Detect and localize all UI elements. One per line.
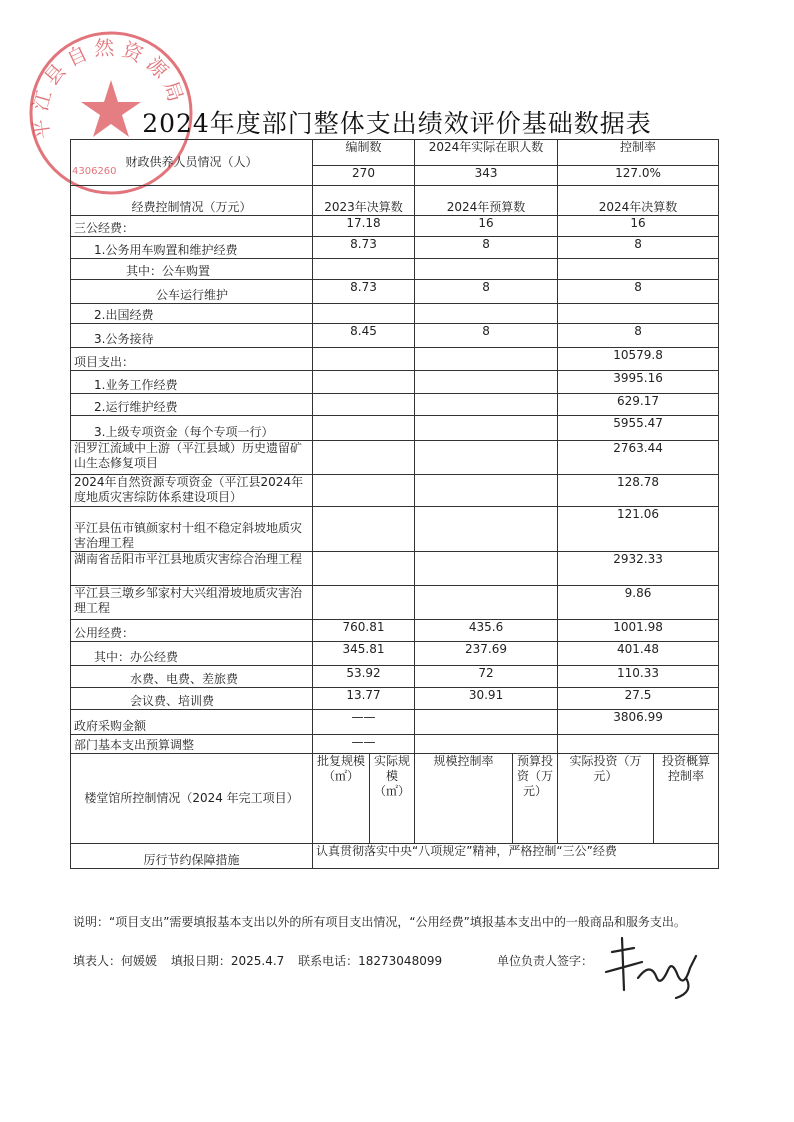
funding-row-v1: 17.18 bbox=[313, 216, 415, 237]
funding-label: 经费控制情况（万元） bbox=[71, 186, 313, 216]
notes: 说明：“项目支出”需要填报基本支出以外的所有项目支出情况，“公用经费”填报基本支出中的一般商品和服务支出。 bbox=[73, 915, 686, 929]
funding-row-v2: 8 bbox=[415, 237, 558, 259]
staff-header: 编制数 bbox=[313, 140, 415, 166]
funding-row bbox=[71, 348, 719, 371]
staff-header: 2024年实际在职人数 bbox=[415, 140, 558, 166]
funding-row-label: 1.业务工作经费 bbox=[71, 371, 313, 394]
funding-row-v2 bbox=[415, 441, 558, 475]
funding-row-v1 bbox=[313, 371, 415, 394]
thrift-value: 认真贯彻落实中央“八项规定”精神，严格控制“三公”经费 bbox=[313, 844, 719, 869]
funding-row bbox=[71, 507, 719, 552]
funding-row-v3: 2932.33 bbox=[558, 552, 719, 586]
filler-name: 填表人：何媛媛 bbox=[73, 954, 158, 968]
svg-text:平江县自然资源局: 平江县自然资源局 bbox=[27, 35, 191, 141]
funding-row bbox=[71, 552, 719, 586]
funding-row-v1 bbox=[313, 475, 415, 507]
funding-row-v3: 2763.44 bbox=[558, 441, 719, 475]
funding-row-v2 bbox=[415, 371, 558, 394]
funding-row-v3: 8 bbox=[558, 280, 719, 304]
funding-row-v2 bbox=[415, 507, 558, 552]
funding-row bbox=[71, 216, 719, 237]
funding-row-label: 1.公务用车购置和维护经费 bbox=[71, 237, 313, 259]
staff-value: 343 bbox=[415, 166, 558, 186]
building-header: 实际投资（万元） bbox=[558, 754, 654, 844]
funding-row-v1: 13.77 bbox=[313, 688, 415, 710]
funding-row-v3: 8 bbox=[558, 324, 719, 348]
funding-row bbox=[71, 416, 719, 441]
building-header: 实际规模（㎡） bbox=[370, 754, 415, 844]
building-header: 投资概算控制率 bbox=[654, 754, 719, 844]
funding-row bbox=[71, 586, 719, 620]
funding-row-v2 bbox=[415, 475, 558, 507]
funding-row-v1: 8.73 bbox=[313, 280, 415, 304]
funding-row-label: 其中：公车购置 bbox=[71, 259, 313, 280]
funding-row bbox=[71, 237, 719, 259]
funding-row-v1: 345.81 bbox=[313, 642, 415, 666]
funding-row-v1: —— bbox=[313, 735, 415, 754]
funding-row-label: 项目支出： bbox=[71, 348, 313, 371]
funding-row-label: 水费、电费、差旅费 bbox=[71, 666, 313, 688]
funding-row-label: 部门基本支出预算调整 bbox=[71, 735, 313, 754]
funding-row-v2: 72 bbox=[415, 666, 558, 688]
building-header: 批复规模（㎡） bbox=[313, 754, 370, 844]
svg-text:4306260: 4306260 bbox=[72, 166, 117, 177]
signer-label: 单位负责人签字： bbox=[497, 954, 594, 968]
funding-row-v3: 27.5 bbox=[558, 688, 719, 710]
staff-value: 127.0% bbox=[558, 166, 719, 186]
contact-phone: 联系电话：18273048099 bbox=[298, 954, 443, 968]
filler-info bbox=[73, 952, 452, 969]
funding-row-label: 三公经费： bbox=[71, 216, 313, 237]
funding-row-label: 平江县三墩乡邹家村大兴组滑坡地质灾害治理工程 bbox=[71, 586, 313, 620]
funding-row-v1 bbox=[313, 552, 415, 586]
funding-row-v1 bbox=[313, 259, 415, 280]
funding-row-label: 2024年自然资源专项资金（平江县2024年度地质灾害综防体系建设项目） bbox=[71, 475, 313, 507]
funding-row bbox=[71, 304, 719, 324]
funding-row-label: 2.运行维护经费 bbox=[71, 394, 313, 416]
funding-row-label: 3.公务接待 bbox=[71, 324, 313, 348]
funding-row bbox=[71, 259, 719, 280]
fill-date: 填报日期：2025.4.7 bbox=[170, 954, 285, 968]
funding-row-v1: 53.92 bbox=[313, 666, 415, 688]
funding-row-label: 会议费、培训费 bbox=[71, 688, 313, 710]
funding-row bbox=[71, 620, 719, 642]
building-label: 楼堂馆所控制情况（2024 年完工项目） bbox=[71, 754, 313, 844]
funding-row-label: 公车运行维护 bbox=[71, 280, 313, 304]
funding-row-v1 bbox=[313, 348, 415, 371]
funding-row-v1 bbox=[313, 416, 415, 441]
funding-row bbox=[71, 324, 719, 348]
funding-row bbox=[71, 735, 719, 754]
funding-row-v1 bbox=[313, 394, 415, 416]
funding-row-v2 bbox=[415, 586, 558, 620]
funding-row-label: 平江县伍市镇颜家村十组不稳定斜坡地质灾害治理工程 bbox=[71, 507, 313, 552]
funding-row-v2 bbox=[415, 416, 558, 441]
funding-row-v3: 8 bbox=[558, 237, 719, 259]
page-title: 2024年度部门整体支出绩效评价基础数据表 bbox=[142, 109, 652, 138]
funding-row-v3: 16 bbox=[558, 216, 719, 237]
funding-header: 2023年决算数 bbox=[313, 186, 415, 216]
funding-row-v2: 16 bbox=[415, 216, 558, 237]
funding-header: 2024年预算数 bbox=[415, 186, 558, 216]
funding-row-v3: 3995.16 bbox=[558, 371, 719, 394]
funding-row-label: 2.出国经费 bbox=[71, 304, 313, 324]
funding-row-v1 bbox=[313, 507, 415, 552]
funding-row-label: 湖南省岳阳市平江县地质灾害综合治理工程 bbox=[71, 552, 313, 586]
funding-row bbox=[71, 441, 719, 475]
funding-row-v2 bbox=[415, 348, 558, 371]
funding-row-v2: 8 bbox=[415, 324, 558, 348]
staff-value: 270 bbox=[313, 166, 415, 186]
data-table bbox=[70, 139, 719, 869]
funding-row-v1 bbox=[313, 586, 415, 620]
staff-label: 财政供养人员情况（人） bbox=[71, 140, 313, 186]
funding-row-label: 其中：办公经费 bbox=[71, 642, 313, 666]
thrift-label: 厉行节约保障措施 bbox=[71, 844, 313, 869]
funding-row-v2: 435.6 bbox=[415, 620, 558, 642]
funding-row-v3: 629.17 bbox=[558, 394, 719, 416]
funding-row bbox=[71, 280, 719, 304]
funding-row-label: 政府采购金额 bbox=[71, 710, 313, 735]
funding-row-v1: 8.45 bbox=[313, 324, 415, 348]
funding-row-label: 3.上级专项资金（每个专项一行） bbox=[71, 416, 313, 441]
funding-row bbox=[71, 666, 719, 688]
funding-row-v3 bbox=[558, 735, 719, 754]
building-header: 预算投资（万元） bbox=[513, 754, 558, 844]
funding-row-v1 bbox=[313, 441, 415, 475]
funding-row-v3: 110.33 bbox=[558, 666, 719, 688]
funding-row bbox=[71, 710, 719, 735]
funding-row-v3 bbox=[558, 259, 719, 280]
funding-header: 2024年决算数 bbox=[558, 186, 719, 216]
funding-row-v2 bbox=[415, 394, 558, 416]
funding-row-v3: 9.86 bbox=[558, 586, 719, 620]
funding-row-label: 汨罗江流域中上游（平江县域）历史遗留矿山生态修复项目 bbox=[71, 441, 313, 475]
funding-row-v2: 8 bbox=[415, 280, 558, 304]
funding-row-label: 公用经费： bbox=[71, 620, 313, 642]
funding-row-v3: 5955.47 bbox=[558, 416, 719, 441]
funding-row-v2: 30.91 bbox=[415, 688, 558, 710]
funding-row-v2 bbox=[415, 710, 558, 735]
funding-row bbox=[71, 688, 719, 710]
funding-row-v2 bbox=[415, 259, 558, 280]
funding-row-v2 bbox=[415, 735, 558, 754]
funding-row-v3: 1001.98 bbox=[558, 620, 719, 642]
funding-row-v3: 3806.99 bbox=[558, 710, 719, 735]
funding-row bbox=[71, 642, 719, 666]
staff-header: 控制率 bbox=[558, 140, 719, 166]
funding-row-v3: 401.48 bbox=[558, 642, 719, 666]
funding-row-v3 bbox=[558, 304, 719, 324]
funding-row-v1 bbox=[313, 304, 415, 324]
funding-row-v1: 8.73 bbox=[313, 237, 415, 259]
funding-row-v2 bbox=[415, 552, 558, 586]
handwritten-signature bbox=[598, 932, 708, 1002]
funding-row bbox=[71, 371, 719, 394]
funding-row-v1: 760.81 bbox=[313, 620, 415, 642]
building-header: 规模控制率 bbox=[415, 754, 513, 844]
funding-row bbox=[71, 394, 719, 416]
funding-row-v2 bbox=[415, 304, 558, 324]
funding-row-v3: 128.78 bbox=[558, 475, 719, 507]
funding-row-v2: 237.69 bbox=[415, 642, 558, 666]
funding-row bbox=[71, 475, 719, 507]
funding-row-v3: 10579.8 bbox=[558, 348, 719, 371]
funding-row-v1: —— bbox=[313, 710, 415, 735]
funding-row-v3: 121.06 bbox=[558, 507, 719, 552]
